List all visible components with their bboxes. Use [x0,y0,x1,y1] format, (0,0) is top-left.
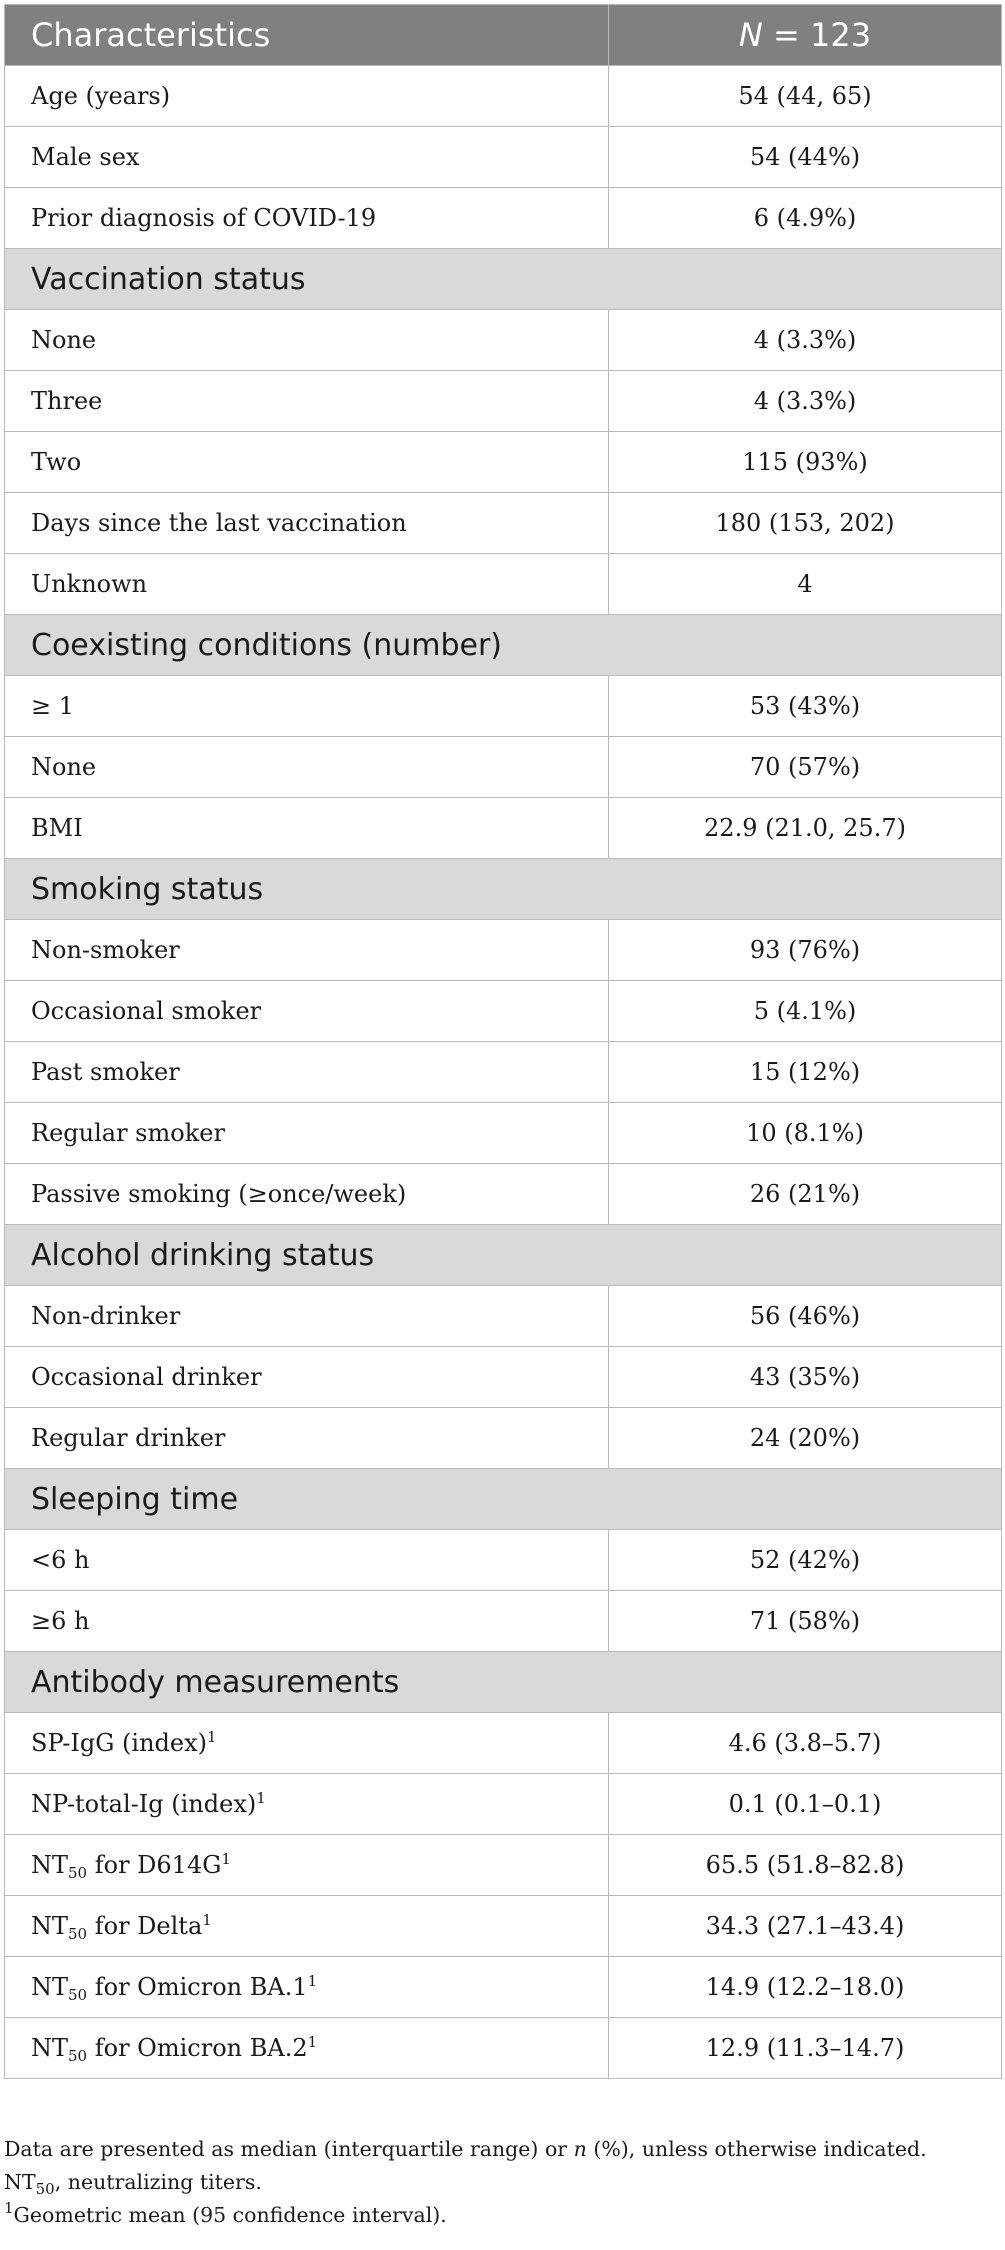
row-label [5,188,609,249]
row-label [5,554,609,615]
row-label [5,371,609,432]
row-value: 43 (35%) [609,1347,1002,1408]
row-label [5,1408,609,1469]
row-label-text: NT [31,1973,69,2001]
row-label-text: Days since the last vaccination [31,509,407,537]
row-label-text: for Omicron BA.2 [87,2034,308,2062]
section-title: Alcohol drinking status [5,1225,1002,1286]
characteristics-table-container [4,4,1001,2079]
row-label-text: Regular smoker [31,1119,225,1147]
footnote-n-italic: n [573,2137,587,2161]
footnote-data-presentation [4,2133,1001,2166]
header-characteristics: Characteristics [5,5,609,66]
row-value: 53 (43%) [609,676,1002,737]
row-label [5,127,609,188]
table-row [5,798,1002,859]
row-label-text: Regular drinker [31,1424,226,1452]
footnote-subscript: 50 [35,2180,55,2198]
row-label-text: Age (years) [31,82,171,110]
table-row [5,2018,1002,2079]
table-row [5,1103,1002,1164]
table-row [5,1042,1002,1103]
row-value: 180 (153, 202) [609,493,1002,554]
row-label-text: None [31,326,97,354]
table-row [5,493,1002,554]
row-label [5,1835,609,1896]
footnote-marker: 1 [207,1728,217,1746]
row-value: 65.5 (51.8–82.8) [609,1835,1002,1896]
row-value: 0.1 (0.1–0.1) [609,1774,1002,1835]
row-label-text: <6 h [31,1546,90,1574]
characteristics-table [4,4,1002,2079]
row-label [5,310,609,371]
footnote-text: NT [4,2170,36,2194]
table-row [5,310,1002,371]
row-value: 22.9 (21.0, 25.7) [609,798,1002,859]
row-label [5,1164,609,1225]
section-header-row [5,1652,1002,1713]
row-value: 93 (76%) [609,920,1002,981]
table-row [5,554,1002,615]
section-title: Antibody measurements [5,1652,1002,1713]
table-row [5,1347,1002,1408]
row-label [5,1591,609,1652]
row-label-text: Occasional smoker [31,997,262,1025]
row-value: 10 (8.1%) [609,1103,1002,1164]
section-header-row [5,1225,1002,1286]
table-row [5,1957,1002,2018]
row-label [5,676,609,737]
table-row [5,920,1002,981]
footnote-marker: 1 [202,1911,212,1929]
table-row [5,66,1002,127]
table-row [5,1896,1002,1957]
footnote-marker: 1 [307,1972,318,1990]
row-label-text: Passive smoking (≥once/week) [31,1180,407,1208]
footnote-marker: 1 [4,2199,14,2217]
footnote-text: Geometric mean (95 confidence interval). [13,2203,447,2227]
table-row [5,1713,1002,1774]
header-n [609,5,1002,66]
footnote-geometric-mean [4,2199,1001,2232]
row-value: 6 (4.9%) [609,188,1002,249]
row-value: 26 (21%) [609,1164,1002,1225]
row-label-text: Occasional drinker [31,1363,262,1391]
row-label-text: for D614G [87,1851,222,1879]
row-value: 4 [609,554,1002,615]
row-label-text: Three [31,387,103,415]
row-label [5,1713,609,1774]
section-title: Vaccination status [5,249,1002,310]
row-label-subscript: 50 [68,1986,88,2004]
row-value: 115 (93%) [609,432,1002,493]
row-label-text: BMI [31,814,83,842]
row-value: 71 (58%) [609,1591,1002,1652]
table-row [5,676,1002,737]
row-label-text: NT [31,1851,69,1879]
row-value: 4 (3.3%) [609,310,1002,371]
row-label-text: Non-drinker [31,1302,181,1330]
row-label [5,920,609,981]
row-label-text: ≥ 1 [31,692,75,720]
row-label-text: NP-total-Ig (index) [31,1790,257,1818]
row-value: 70 (57%) [609,737,1002,798]
row-label [5,1530,609,1591]
table-row [5,1835,1002,1896]
row-label [5,1103,609,1164]
table-header-row [5,5,1002,66]
footnote-text: Data are presented as median (interquartile range) or [4,2137,574,2161]
footnote-marker: 1 [221,1850,231,1868]
header-n-value: = 123 [762,16,872,54]
row-value: 56 (46%) [609,1286,1002,1347]
section-title: Smoking status [5,859,1002,920]
row-label [5,1896,609,1957]
row-label-subscript: 50 [68,2047,88,2065]
row-label-text: Unknown [31,570,148,598]
row-value: 24 (20%) [609,1408,1002,1469]
row-label [5,798,609,859]
table-footnotes [4,2133,1001,2232]
footnote-marker: 1 [307,2033,318,2051]
table-row [5,737,1002,798]
table-row [5,188,1002,249]
row-label [5,1957,609,2018]
header-n-symbol: N [738,16,763,54]
row-value: 4.6 (3.8–5.7) [609,1713,1002,1774]
row-label-subscript: 50 [68,1864,88,1882]
row-label [5,1286,609,1347]
footnote-text: , neutralizing titers. [54,2170,262,2194]
row-label-text: Two [31,448,82,476]
row-label [5,981,609,1042]
row-value: 4 (3.3%) [609,371,1002,432]
section-header-row [5,615,1002,676]
section-title: Coexisting conditions (number) [5,615,1002,676]
row-value: 14.9 (12.2–18.0) [609,1957,1002,2018]
table-row [5,1774,1002,1835]
row-label-text: Past smoker [31,1058,180,1086]
row-label [5,432,609,493]
footnote-marker: 1 [256,1789,266,1807]
footnote-nt50-definition [4,2166,1001,2199]
table-row [5,981,1002,1042]
table-row [5,1408,1002,1469]
row-label-text: for Omicron BA.1 [87,1973,308,2001]
table-row [5,371,1002,432]
row-label [5,1774,609,1835]
row-value: 54 (44%) [609,127,1002,188]
row-label-text: Male sex [31,143,140,171]
row-label-subscript: 50 [68,1925,88,1943]
row-label [5,66,609,127]
section-header-row [5,1469,1002,1530]
row-label [5,493,609,554]
section-header-row [5,859,1002,920]
table-row [5,1591,1002,1652]
row-value: 54 (44, 65) [609,66,1002,127]
row-label [5,1347,609,1408]
table-row [5,432,1002,493]
row-value: 34.3 (27.1–43.4) [609,1896,1002,1957]
section-title: Sleeping time [5,1469,1002,1530]
row-label [5,1042,609,1103]
table-row [5,1164,1002,1225]
row-label-text: None [31,753,97,781]
table-row [5,1530,1002,1591]
table-row [5,127,1002,188]
table-body [5,66,1002,2079]
row-value: 52 (42%) [609,1530,1002,1591]
table-row [5,1286,1002,1347]
row-label [5,737,609,798]
row-label-text: NT [31,2034,69,2062]
row-label-text: SP-IgG (index) [31,1729,207,1757]
row-value: 5 (4.1%) [609,981,1002,1042]
row-label-text: for Delta [87,1912,203,1940]
row-label-text: NT [31,1912,69,1940]
row-value: 12.9 (11.3–14.7) [609,2018,1002,2079]
section-header-row [5,249,1002,310]
row-label-text: Non-smoker [31,936,180,964]
row-label-text: Prior diagnosis of COVID-19 [31,204,377,232]
row-label-text: ≥6 h [31,1607,90,1635]
row-value: 15 (12%) [609,1042,1002,1103]
row-label [5,2018,609,2079]
footnote-text: (%), unless otherwise indicated. [586,2137,927,2161]
